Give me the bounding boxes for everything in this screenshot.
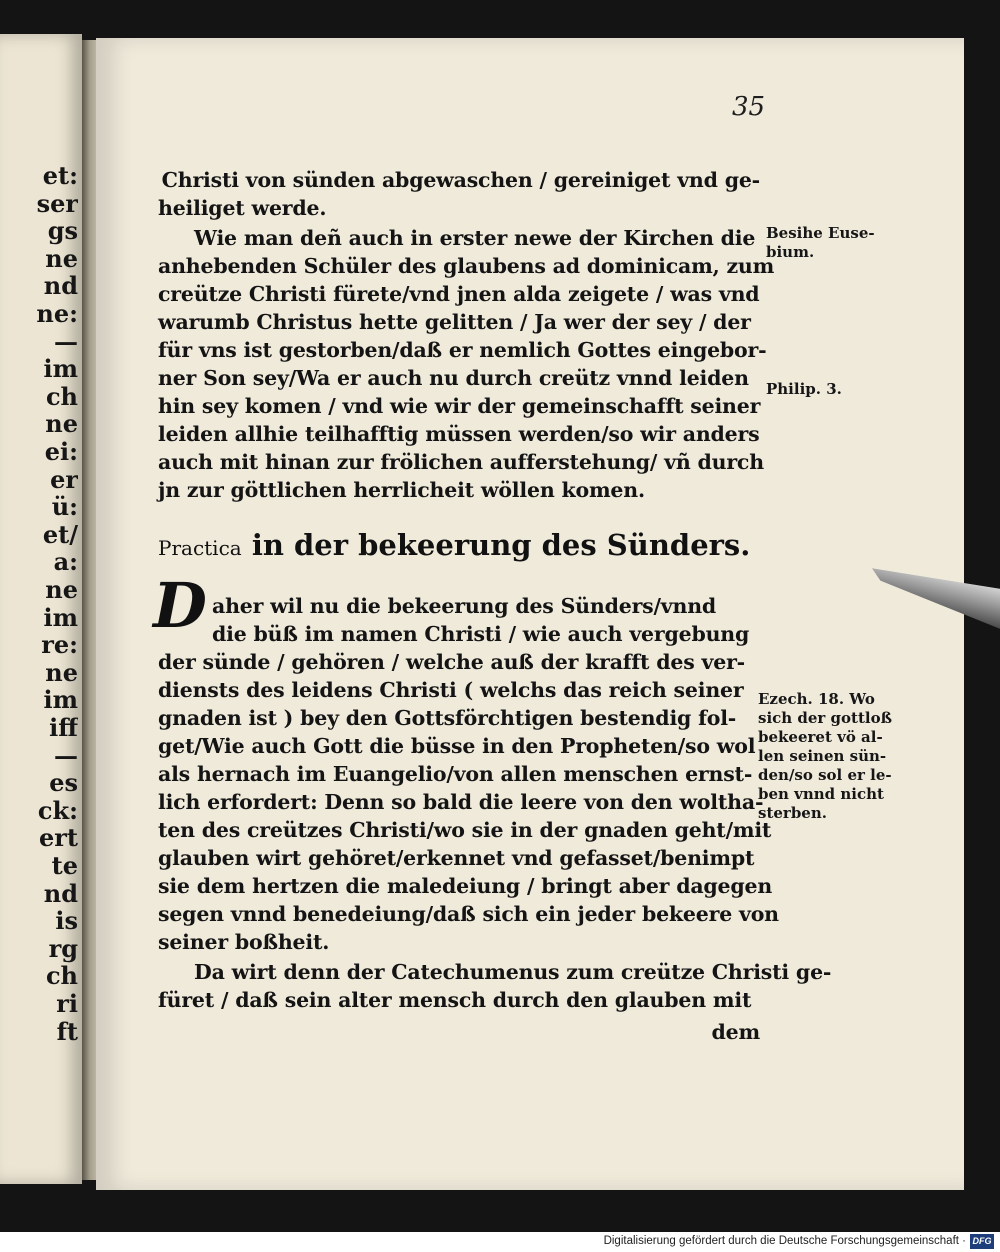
left-page-fragment: ne <box>45 244 78 273</box>
margin-note-ezekiel <box>758 690 892 823</box>
left-page-fragment: im <box>43 355 78 384</box>
catchword: dem <box>711 1020 760 1044</box>
margin-note-philippians <box>766 380 842 399</box>
margin-note-line: den/so sol er le- <box>758 766 892 784</box>
body-line: creütze Christi fürete/vnd jnen alda zeigete / was vnd <box>158 282 760 306</box>
margin-note-line: Besihe Euse- <box>766 224 875 242</box>
heading-latin-word: Practica <box>158 536 242 560</box>
left-page-fragment: — <box>54 741 78 770</box>
body-line: lich erfordert: Denn so bald die leere von den woltha- <box>158 790 764 814</box>
body-line: segen vnnd benedeiung/daß sich ein jeder bekeere von <box>158 902 779 926</box>
left-page-fragment: — <box>54 327 78 356</box>
margin-note-line: sich der gottloß <box>758 709 893 727</box>
footer-text: Digitalisierung gefördert durch die Deutsche Forschungsgemeinschaft · <box>603 1235 966 1247</box>
left-page-fragment: gs <box>47 217 78 246</box>
left-page-fragment: et: <box>42 162 78 190</box>
left-page-fragment: ne <box>45 658 78 687</box>
body-line: get/Wie auch Gott die büsse in den Propheten/so wol <box>158 734 756 758</box>
heading-text: in der bekeerung des Sünders. <box>251 528 751 562</box>
left-page-fragment: iff <box>49 714 78 742</box>
left-page-fragment: nd <box>43 272 78 301</box>
margin-note-line: sterben. <box>758 804 827 822</box>
left-page-fragment: ert <box>39 824 78 853</box>
left-page-fragment: ch <box>45 382 78 411</box>
body-line: Christi von sünden abgewaschen / gereiniget vnd ge- <box>161 168 760 192</box>
body-line: auch mit hinan zur frölichen aufferstehung/ vñ durch <box>158 450 764 474</box>
body-line: ner Son sey/Wa er auch nu durch creütz vnnd leiden <box>158 366 749 390</box>
left-page-fragment: es <box>49 769 78 798</box>
margin-note-line: ben vnnd nicht <box>758 785 884 803</box>
margin-note-line: Ezech. 18. Wo <box>758 690 875 708</box>
margin-note-line: Philip. 3. <box>766 380 842 398</box>
left-page-fragment: ri <box>56 990 78 1018</box>
body-line: Da wirt denn der Catechumenus zum creütze Christi ge- <box>194 960 832 984</box>
body-line: aher wil nu die bekeerung des Sünders/vnnd <box>212 594 717 618</box>
body-line: für vns ist gestorben/daß er nemlich Gottes eingebor- <box>158 338 767 362</box>
left-page-fragment: et/ <box>42 520 78 549</box>
left-page-fragment: rg <box>48 934 78 963</box>
left-page-fragment: im <box>43 603 78 632</box>
body-line: jn zur göttlichen herrlicheit wöllen komen. <box>158 478 645 502</box>
section-heading <box>158 528 750 562</box>
body-line: füret / daß sein alter mensch durch den glauben mit <box>158 988 752 1012</box>
body-line: die büß im namen Christi / wie auch vergebung <box>212 622 750 646</box>
digitization-footer <box>0 1232 1000 1252</box>
body-line: ten des creützes Christi/wo sie in der gnaden geht/mit <box>158 818 772 842</box>
body-line: leiden allhie teilhafftig müssen werden/so wir anders <box>158 422 760 446</box>
left-page-fragment: te <box>51 852 78 880</box>
body-line: seiner boßheit. <box>158 930 330 954</box>
body-line: heiliget werde. <box>158 196 327 220</box>
left-page-fragment: ser <box>36 189 78 218</box>
left-page-fragment: a: <box>53 548 78 577</box>
left-page-fragment: ne: <box>36 300 78 328</box>
body-line: glauben wirt gehöret/erkennet vnd gefasset/benimpt <box>158 846 755 870</box>
left-page-fragment: re: <box>41 631 78 660</box>
body-line: anhebenden Schüler des glaubens ad dominicam, zum <box>158 254 775 278</box>
body-line: warumb Christus hette gelitten / Ja wer der sey / der <box>158 310 751 334</box>
margin-note-line: bekeeret vö al- <box>758 728 883 746</box>
body-line: sie dem hertzen die maledeiung / bringt aber dagegen <box>158 874 773 898</box>
left-page-fragment: er <box>50 465 78 494</box>
margin-note-line: len seinen sün- <box>758 747 887 765</box>
left-page-fragment: im <box>43 686 78 715</box>
margin-note-line: bium. <box>766 243 815 261</box>
body-line: als hernach im Euangelio/von allen menschen ernst- <box>158 762 753 786</box>
margin-note-eusebius <box>766 224 875 262</box>
body-line: hin sey komen / vnd wie wir der gemeinschafft seiner <box>158 394 761 418</box>
left-page-fragment: is <box>55 907 78 936</box>
body-line: diensts des leidens Christi ( welchs das reich seiner <box>158 678 744 702</box>
body-line: gnaden ist ) bey den Gottsförchtigen bestendig fol- <box>158 706 737 730</box>
left-page-fragment: ck: <box>37 796 78 825</box>
page-number: 35 <box>732 92 766 122</box>
left-page-fragment: ne <box>45 576 78 604</box>
left-page-fragment: ei: <box>44 438 78 466</box>
body-line: Wie man deñ auch in erster newe der Kirchen die <box>194 226 756 250</box>
dfg-logo: DFG <box>970 1234 994 1249</box>
left-page-fragment: ne <box>45 410 78 439</box>
left-page-fragment: ft <box>56 1017 78 1046</box>
body-line: der sünde / gehören / welche auß der krafft des ver- <box>158 650 745 674</box>
left-page-fragment: ü: <box>51 493 78 522</box>
drop-cap: D <box>153 569 207 642</box>
left-page-fragment: nd <box>43 879 78 908</box>
left-page-fragment: ch <box>45 962 78 991</box>
